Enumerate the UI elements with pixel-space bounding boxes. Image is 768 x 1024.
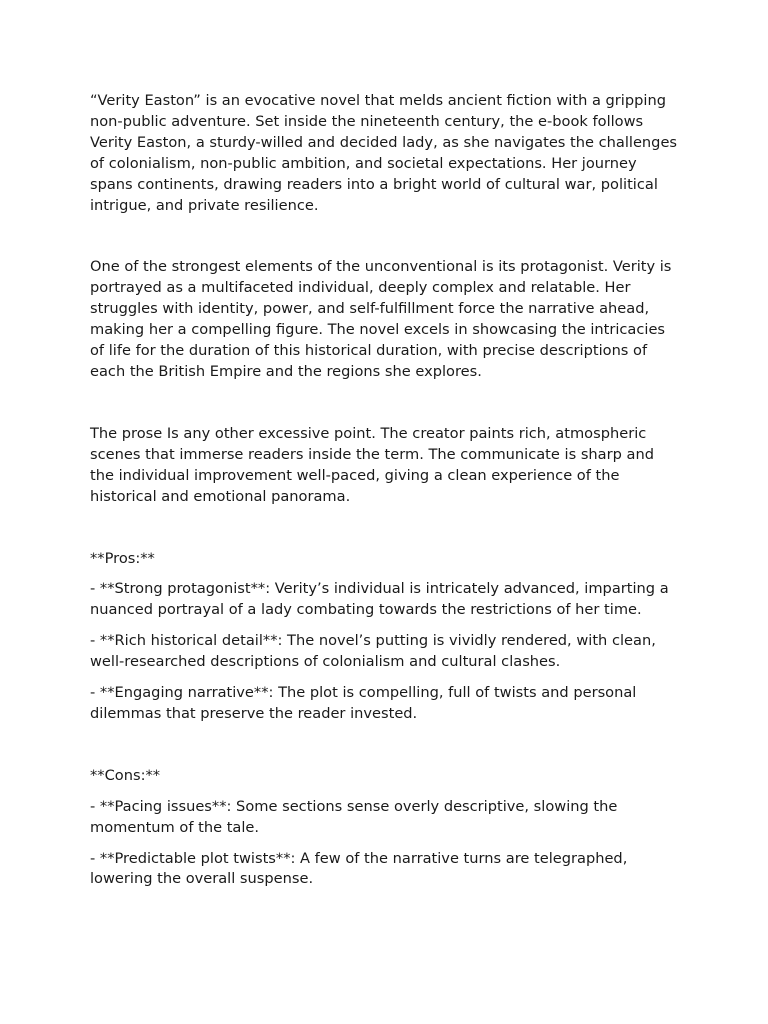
pros-heading: **Pros:** xyxy=(90,549,155,567)
cons-item: - **Predictable plot twists**: A few of the narrative turns are telegraphed, lowering the overall suspense. xyxy=(90,849,628,888)
document-body xyxy=(90,91,680,900)
cons-section xyxy=(90,766,680,891)
cons-heading: **Cons:** xyxy=(90,766,161,784)
prose-paragraph: The prose Is any other excessive point. The creator paints rich, atmospheric scenes that immerse readers inside the term. The communicate is sharp and the individual improvement well-paced, giving a clean experience of the historical and emotional panorama. xyxy=(90,424,654,505)
cons-item: - **Pacing issues**: Some sections sense overly descriptive, slowing the momentum of the tale. xyxy=(90,797,618,836)
pros-item: - **Rich historical detail**: The novel’s putting is vividly rendered, with clean, well-researched descriptions of colonialism and cultural clashes. xyxy=(90,632,656,671)
protagonist-paragraph: One of the strongest elements of the unconventional is its protagonist. Verity is portrayed as a multifaceted individual, deeply complex and relatable. Her struggles with identity, power, and self-fulfillment force the narrative ahead, making her a compelling figure. The novel excels in showcasing the intricacies of life for the duration of this historical duration, with precise descriptions of each the British Empire and the regions she explores. xyxy=(90,258,672,380)
pros-section xyxy=(90,549,680,725)
pros-item: - **Engaging narrative**: The plot is compelling, full of twists and personal dilemmas that preserve the reader invested. xyxy=(90,684,637,722)
intro-paragraph: “Verity Easton” is an evocative novel that melds ancient fiction with a gripping non-public adventure. Set inside the nineteenth century, the e-book follows Verity Easton, a sturdy-willed and decided lady, as she navigates the challenges of colonialism, non-public ambition, and societal expectations. Her journey spans continents, drawing readers into a bright world of cultural war, political intrigue, and private resilience. xyxy=(90,92,678,214)
pros-item: - **Strong protagonist**: Verity’s individual is intricately advanced, imparting a nuanced portrayal of a lady combating towards the restrictions of her time. xyxy=(90,580,669,619)
